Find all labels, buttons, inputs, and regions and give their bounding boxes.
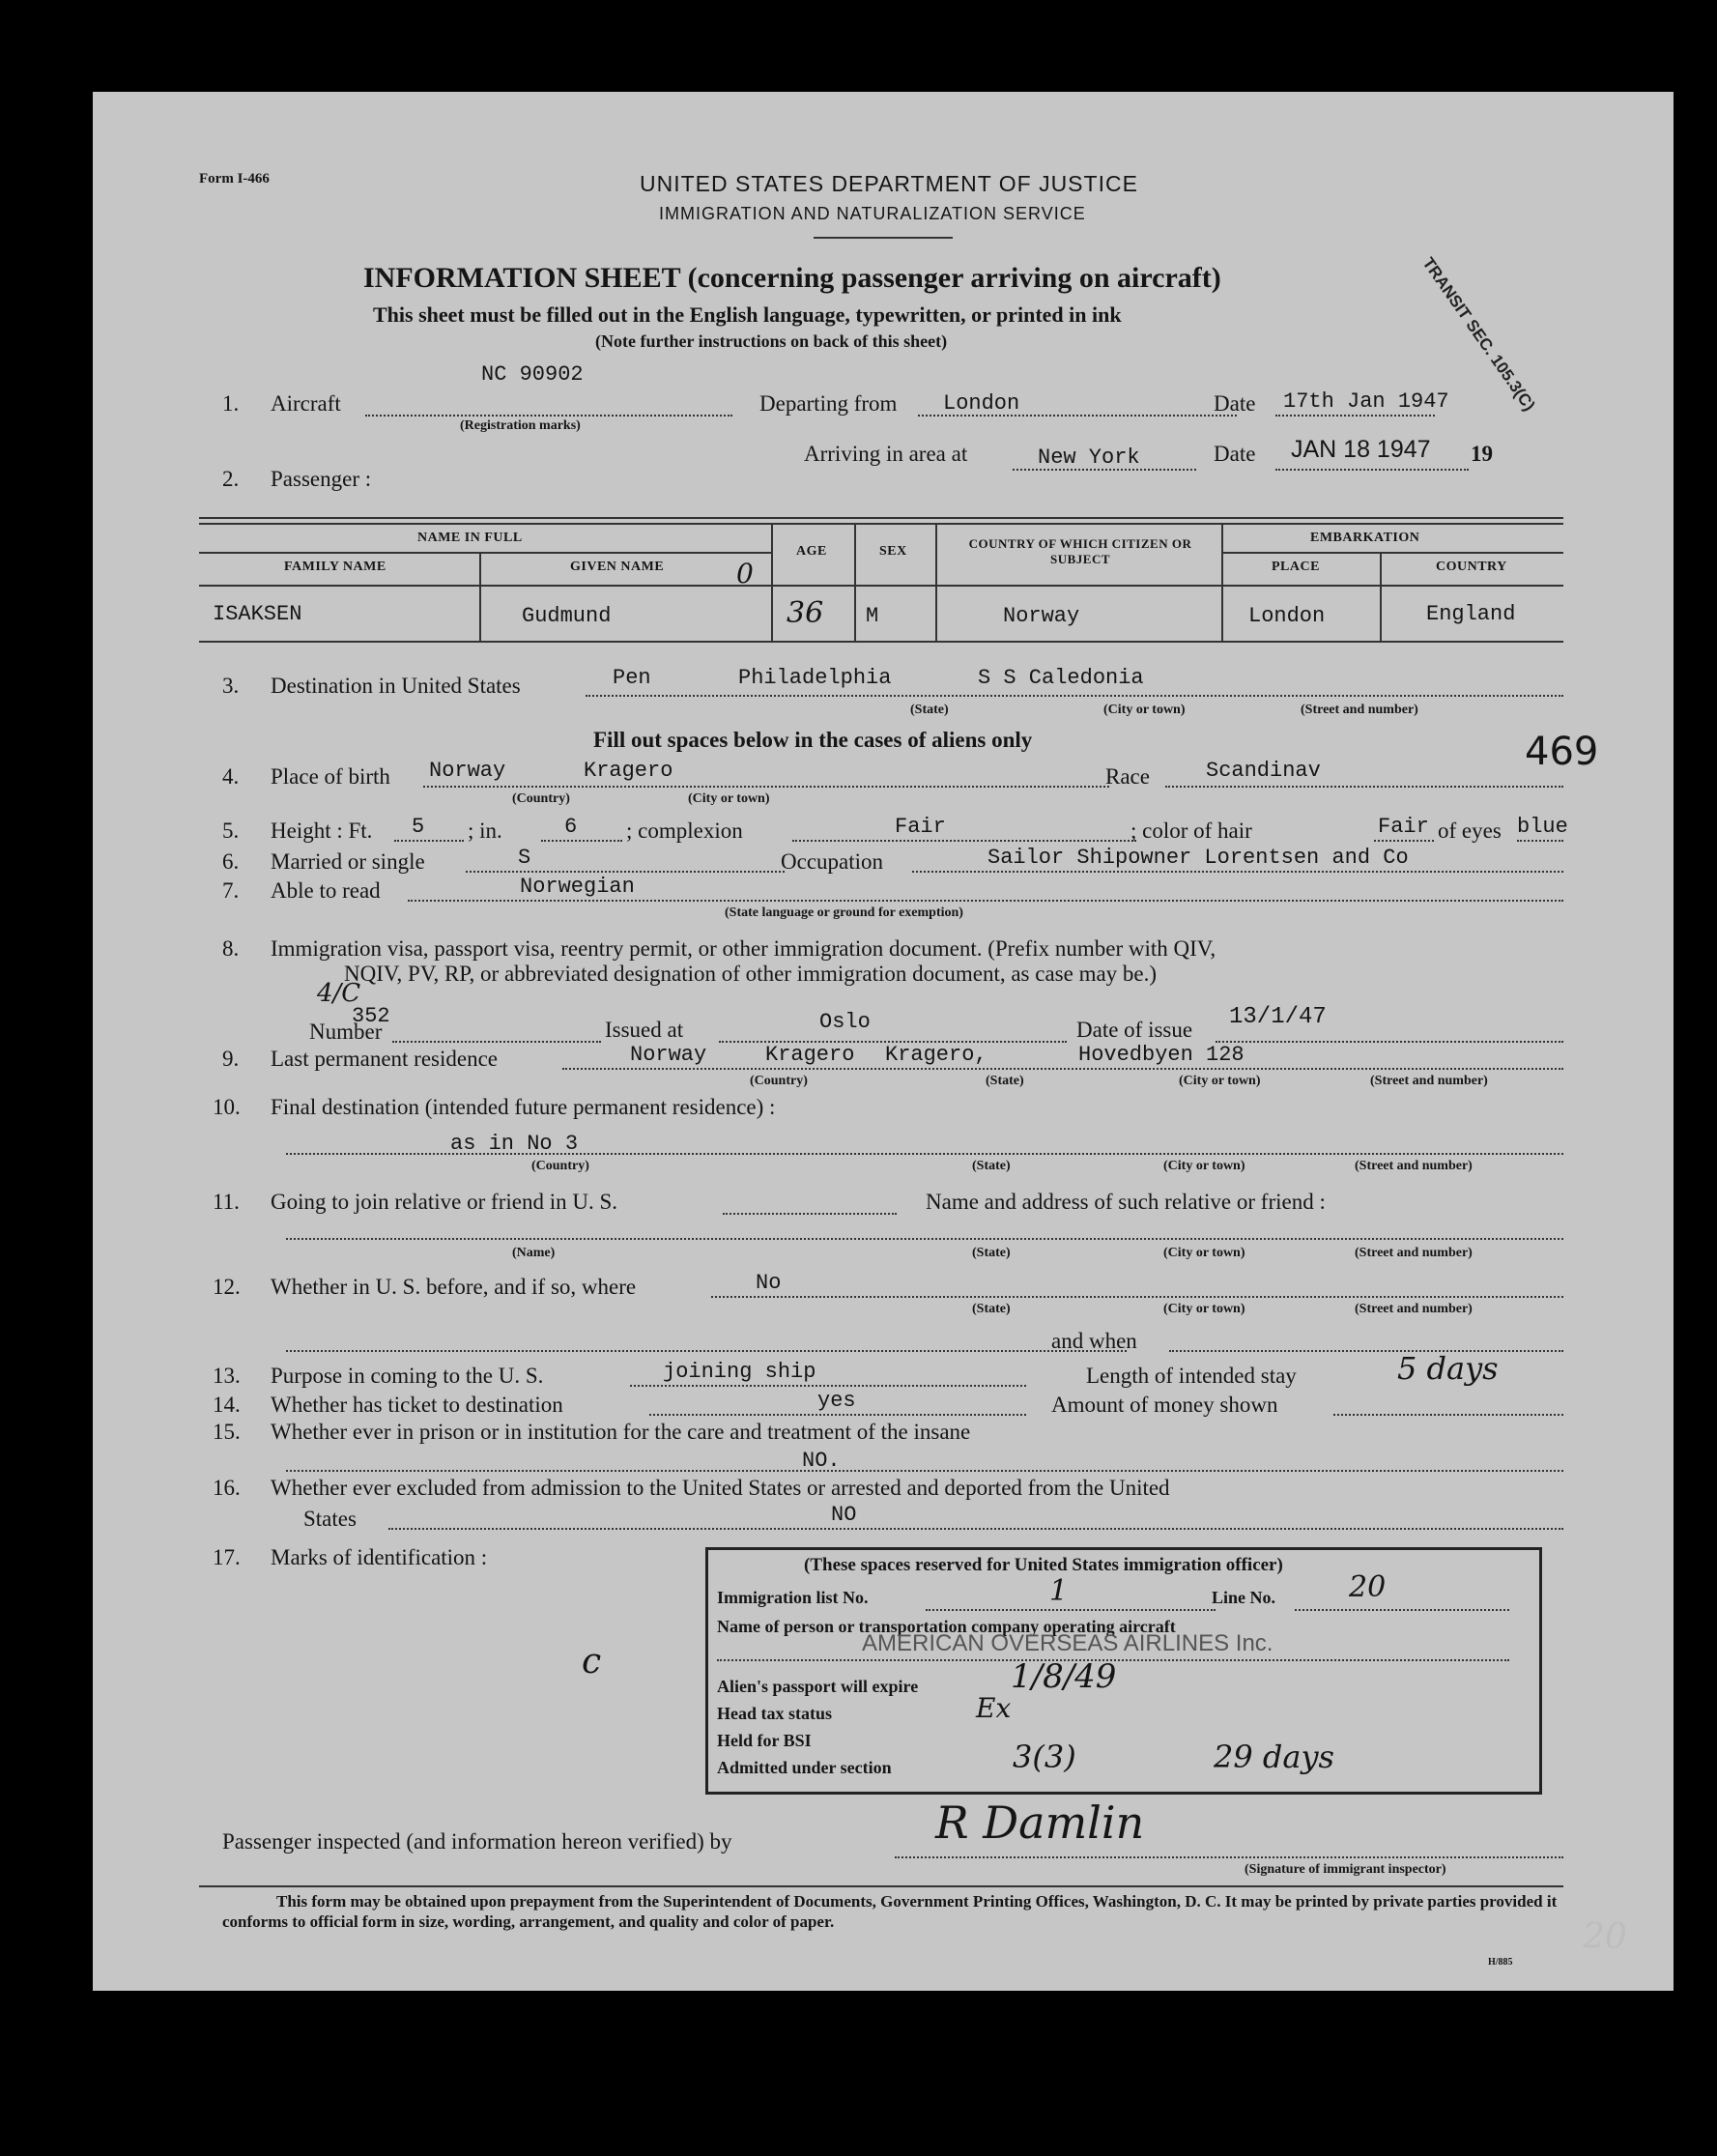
purpose: joining ship xyxy=(663,1360,816,1384)
prison-answer: NO. xyxy=(802,1449,841,1473)
race: Scandinav xyxy=(1206,759,1321,783)
visa-issued-at: Oslo xyxy=(819,1010,871,1034)
has-ticket: yes xyxy=(817,1389,856,1413)
complexion: Fair xyxy=(895,815,946,839)
residence-country: Norway xyxy=(630,1043,707,1067)
height-in: 6 xyxy=(564,815,578,839)
marital-status: S xyxy=(518,846,531,870)
form-title: INFORMATION SHEET (concerning passenger arriving on aircraft) xyxy=(363,262,1221,294)
residence-state: Kragero xyxy=(765,1043,855,1067)
transit-stamp: TRANSIT SEC. 105.3(C) xyxy=(1418,254,1539,415)
given-name: Gudmund xyxy=(522,604,612,628)
departure-date: 17th Jan 1947 xyxy=(1283,389,1449,414)
residence-street: Hovedbyen 128 xyxy=(1078,1043,1245,1067)
footer-text: This form may be obtained upon prepayment from the Superintendent of Documents, Government Printing Offices, Washington, D. C. It may be printed by private parties provided it conforms to official form in size, wording, arrangement, and quality and color of paper. xyxy=(222,1892,1558,1931)
print-code: H/885 xyxy=(1488,1957,1513,1968)
eye-color: blue xyxy=(1517,815,1568,839)
identification-mark: c xyxy=(582,1642,602,1682)
carrier-stamp: AMERICAN OVERSEAS AIRLINES Inc. xyxy=(862,1630,1273,1656)
passport-expiry: 1/8/49 xyxy=(1011,1657,1117,1696)
embark-place: London xyxy=(1248,604,1326,628)
age: 36 xyxy=(787,596,824,630)
corner-number: 20 xyxy=(1583,1917,1627,1957)
excluded-answer: NO xyxy=(831,1503,857,1527)
destination-street: S S Caledonia xyxy=(978,666,1144,690)
height-ft: 5 xyxy=(412,815,425,839)
form-number: Form I-466 xyxy=(199,171,270,187)
arrival-city: New York xyxy=(1038,446,1140,470)
destination-city: Philadelphia xyxy=(738,666,892,690)
visa-date: 13/1/47 xyxy=(1229,1004,1327,1030)
destination-state: Pen xyxy=(613,666,651,690)
visa-number: 352 xyxy=(352,1004,390,1028)
birth-country: Norway xyxy=(429,759,506,783)
aircraft-registration: NC 90902 xyxy=(481,362,584,387)
aircraft-label: Aircraft xyxy=(271,391,341,416)
citizen-country: Norway xyxy=(1003,604,1080,628)
agency-heading: UNITED STATES DEPARTMENT OF JUSTICE xyxy=(640,171,1138,196)
service-heading: IMMIGRATION AND NATURALIZATION SERVICE xyxy=(659,204,1086,223)
departing-from: London xyxy=(943,391,1020,416)
embark-country: England xyxy=(1426,602,1516,626)
form-sheet: Form I-466 UNITED STATES DEPARTMENT OF JUSTICE IMMIGRATION AND NATURALIZATION SERVICE INFORMATION SHEET (concerning passenger arriving on aircraft) This sheet must be filled out in the English language, typewritten, or printed in ink (Note further instructions on back of this sheet) TRANSIT SEC. 105.3(C) NC 90902 1. Aircraft (Registration marks) Departing from London Date 17th Jan 1947 Arriving in area at New York Date JAN 18 1947 19 2. Passenger : NAME IN FULL FAMILY NAME GIVEN NAME AGE SEX COUNTRY OF WHICH CITIZEN OR SUBJECT EMBARKATION PLACE COUNTRY ISAKSEN Gudmund 0 36 M Norway London England 3. Destination in United States Pen Philadelphia S S Caledonia (State) (City or town) (Street and number) Fill out spaces below in the cases of aliens only 4. Place of birth Norway Kragero (Country) (City or town) Race Scandinav 469 5. Height : Ft. 5 ; in. 6 ; complexion Fair ; color of hair Fair of eyes blue 6. Married or single S Occupation Sailor Shipowner Lorentsen and Co 7. Able to read Norwegian (State language or ground for exemption) 8. Immigration visa, passport visa, reentry permit, or other immigration document. (Prefix number with QIV, NQIV, PV, RP, or abbreviated designation of other immigration document, as case may be.) 4/C Number 352 Issued at Oslo Date of issue 13/1/47 9. Last permanent residence Norway Kragero Kragero, Hovedbyen 128 (Country) (State) (City or town) (Street and number) 10. Final destination (intended future permanent residence) : as in No 3 (Country) (State) (City or town) (Street and number) 11. Going to join relative or friend in U. S. Name and address of such relative or friend : (Name) (State) (City or town) (Street and number) 12. Whether in U. S. before, and if so, where No (State) (City or town) (Street and number) and when 13. Purpose in coming to the U. S. joining ship Length of intended stay 5 days 14. Whether has ticket to destination yes Amount of money shown 15. Whether ever in prison or in institution for the care and treatment of the insane NO. 16. Whether ever excluded from admission to the United States or arrested and deported from the United States NO 17. Marks of identification : c (These spaces reserved for United States immigration officer) Immigration list No. 1 Line No. 20 Name of person or transportation company operating aircraft AMERICAN OVERSEAS AIRLINES Inc. Alien's passport will expire 1/8/49 Head tax status Ex Held for BSI Admitted under section 3(3) 29 days Passenger inspected (and information hereon verified) by R Damlin (Signature of immigrant inspector) This form may be obtained upon prepayment from the Superintendent of Documents, Government Printing Offices, Washington, D. C. It may be printed by private parties provided it conforms to official form in size, wording, arrangement, and quality and color of paper. H/885 xyxy=(93,92,1674,1991)
visa-note: 4/C xyxy=(317,979,361,1008)
form-note: (Note further instructions on back of this sheet) xyxy=(595,331,948,351)
read-language: Norwegian xyxy=(520,875,635,899)
hair-color: Fair xyxy=(1378,815,1429,839)
sex: M xyxy=(866,604,879,628)
given-name-mark: 0 xyxy=(736,558,754,589)
admitted-days: 29 days xyxy=(1214,1739,1334,1775)
birth-city: Kragero xyxy=(584,759,673,783)
destination-label: Destination in United States xyxy=(271,674,521,698)
before-where: No xyxy=(756,1271,782,1295)
immigration-list-no: 1 xyxy=(1049,1574,1069,1608)
head-tax-status: Ex xyxy=(976,1692,1012,1724)
length-of-stay: 5 days xyxy=(1397,1350,1499,1387)
family-name: ISAKSEN xyxy=(213,602,302,626)
passenger-label: Passenger : xyxy=(271,467,372,491)
margin-number: 469 xyxy=(1525,730,1599,774)
arrival-date-stamp: JAN 18 1947 xyxy=(1291,436,1431,463)
aliens-only-heading: Fill out spaces below in the cases of aliens only xyxy=(593,728,1033,752)
line-no: 20 xyxy=(1349,1570,1387,1604)
residence-city: Kragero, xyxy=(885,1043,987,1067)
admitted-section: 3(3) xyxy=(1013,1739,1076,1775)
officer-box-header: (These spaces reserved for United States immigration officer) xyxy=(804,1555,1283,1575)
form-subtitle: This sheet must be filled out in the English language, typewritten, or printed in ink xyxy=(373,302,1122,327)
inspector-signature: R Damlin xyxy=(935,1797,1145,1849)
occupation: Sailor Shipowner Lorentsen and Co xyxy=(987,846,1409,870)
final-destination: as in No 3 xyxy=(450,1132,579,1156)
